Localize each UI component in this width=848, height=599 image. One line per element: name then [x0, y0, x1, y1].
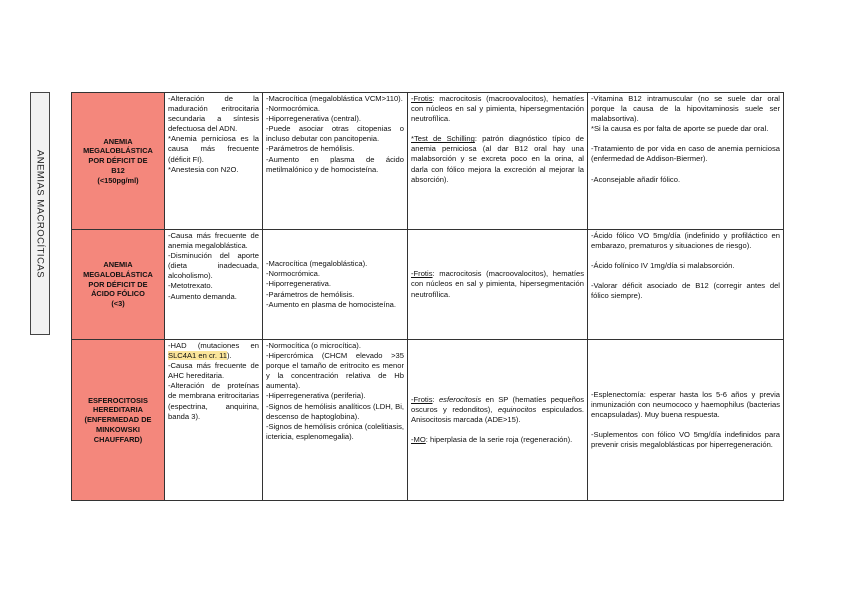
diagnosis-cell: -Frotis: esferocitosis en SP (hematíes pequeños oscuros y redonditos), equinocitos espiculados. Anisocitosis marcada (ADE>15). -MO: hiperplasia de la serie roja (regeneración).: [408, 340, 588, 501]
causes-cell: -Alteración de la maduración eritrocitaria secundaria a síntesis defectuosa del ADN. *Anemia perniciosa es la causa más frecuente (déficit FI). *Anestesia con N2O.: [165, 93, 263, 230]
macrocytic-anemia-table: [71, 92, 784, 501]
table-row-folic: [72, 230, 784, 340]
section-title: ANEMIAS MACROCÍTICAS: [34, 149, 46, 278]
table-row-spherocytosis: [72, 340, 784, 501]
section-side-label: [30, 92, 50, 335]
features-cell: -Normocítica (o microcítica). -Hipercrómica (CHCM elevado >35 porque el tamaño de eritrocito es menor y la concentración relativa de Hb aumenta). -Hiperregenerativa (periferia). -Signos de hemólisis analíticos (LDH, Bi, descenso de haptoglobina). -Signos de hemólisis crónica (colelitiasis, ictericia, esplenomegalia).: [263, 340, 408, 501]
treatment-cell: -Ácido fólico VO 5mg/día (indefinido y profiláctico en embarazo, prematuros y situaciones de riesgo). -Ácido folínico IV 1mg/día si malabsorción. -Valorar déficit asociado de B12 (corregir antes del fólico siempre).: [588, 230, 784, 340]
causes-cell: -Causa más frecuente de anemia megaloblástica. -Disminución del aporte (dieta inadecuada, alcoholismo). -Metotrexato. -Aumento demanda.: [165, 230, 263, 340]
disease-cell: ANEMIA MEGALOBLÁSTICA POR DÉFICIT DE B12 (<150pg/ml): [72, 93, 165, 230]
treatment-cell: -Vitamina B12 intramuscular (no se suele dar oral porque la causa de la hipovitaminosis suele ser malabsortiva). *Si la causa es por falta de aporte se puede dar oral. -Tratamiento de por vida en caso de anemia perniciosa (enfermedad de Addison-Biermer). -Aconsejable añadir fólico.: [588, 93, 784, 230]
treatment-cell: -Esplenectomía: esperar hasta los 5-6 años y previa inmunización con neumococo y haemophilus (bacterias encapsuladas). Muy buena respuesta. -Suplementos con fólico VO 5mg/día indefinidos para prevenir crisis megaloblásticas por hiperregeneración.: [588, 340, 784, 501]
disease-cell: ANEMIA MEGALOBLÁSTICA POR DÉFICIT DE ÁCIDO FÓLICO (<3): [72, 230, 165, 340]
features-cell: -Macrocítica (megaloblástica). -Normocrómica. -Hiporregenerativa. -Parámetros de hemólisis. -Aumento en plasma de homocisteína.: [263, 230, 408, 340]
diagnosis-cell: -Frotis: macrocitosis (macroovalocitos), hematíes con núcleos en sal y pimienta, hipersegmentación neutrofílica.: [408, 230, 588, 340]
causes-cell: -HAD (mutaciones en SLC4A1 en cr. 11). -Causa más frecuente de AHC hereditaria. -Alteración de proteínas de membrana eritrocitarias (espectrina, anquirina, banda 3).: [165, 340, 263, 501]
diagnosis-cell: -Frotis: macrocitosis (macroovalocitos), hematíes con núcleos en sal y pimienta, hipersegmentación neutrofílica. *Test de Schilling: patrón diagnóstico típico de anemia perniciosa (al dar B12 oral hay una malabsorción y se excreta poco en la orina, al darla con fólico mejora la excreción al mejorar la absorción).: [408, 93, 588, 230]
features-cell: -Macrocítica (megaloblástica VCM>110). -Normocrómica. -Hiporregenerativa (central). -Puede asociar otras citopenias o incluso debutar con pancitopenia. -Parámetros de hemólisis. -Aumento en plasma de ácido metilmalónico y de homocisteína.: [263, 93, 408, 230]
disease-cell: ESFEROCITOSIS HEREDITARIA (ENFERMEDAD DE MINKOWSKI CHAUFFARD): [72, 340, 165, 501]
gene-highlight: SLC4A1 en cr. 11: [168, 351, 227, 361]
table-row-b12: [72, 93, 784, 230]
